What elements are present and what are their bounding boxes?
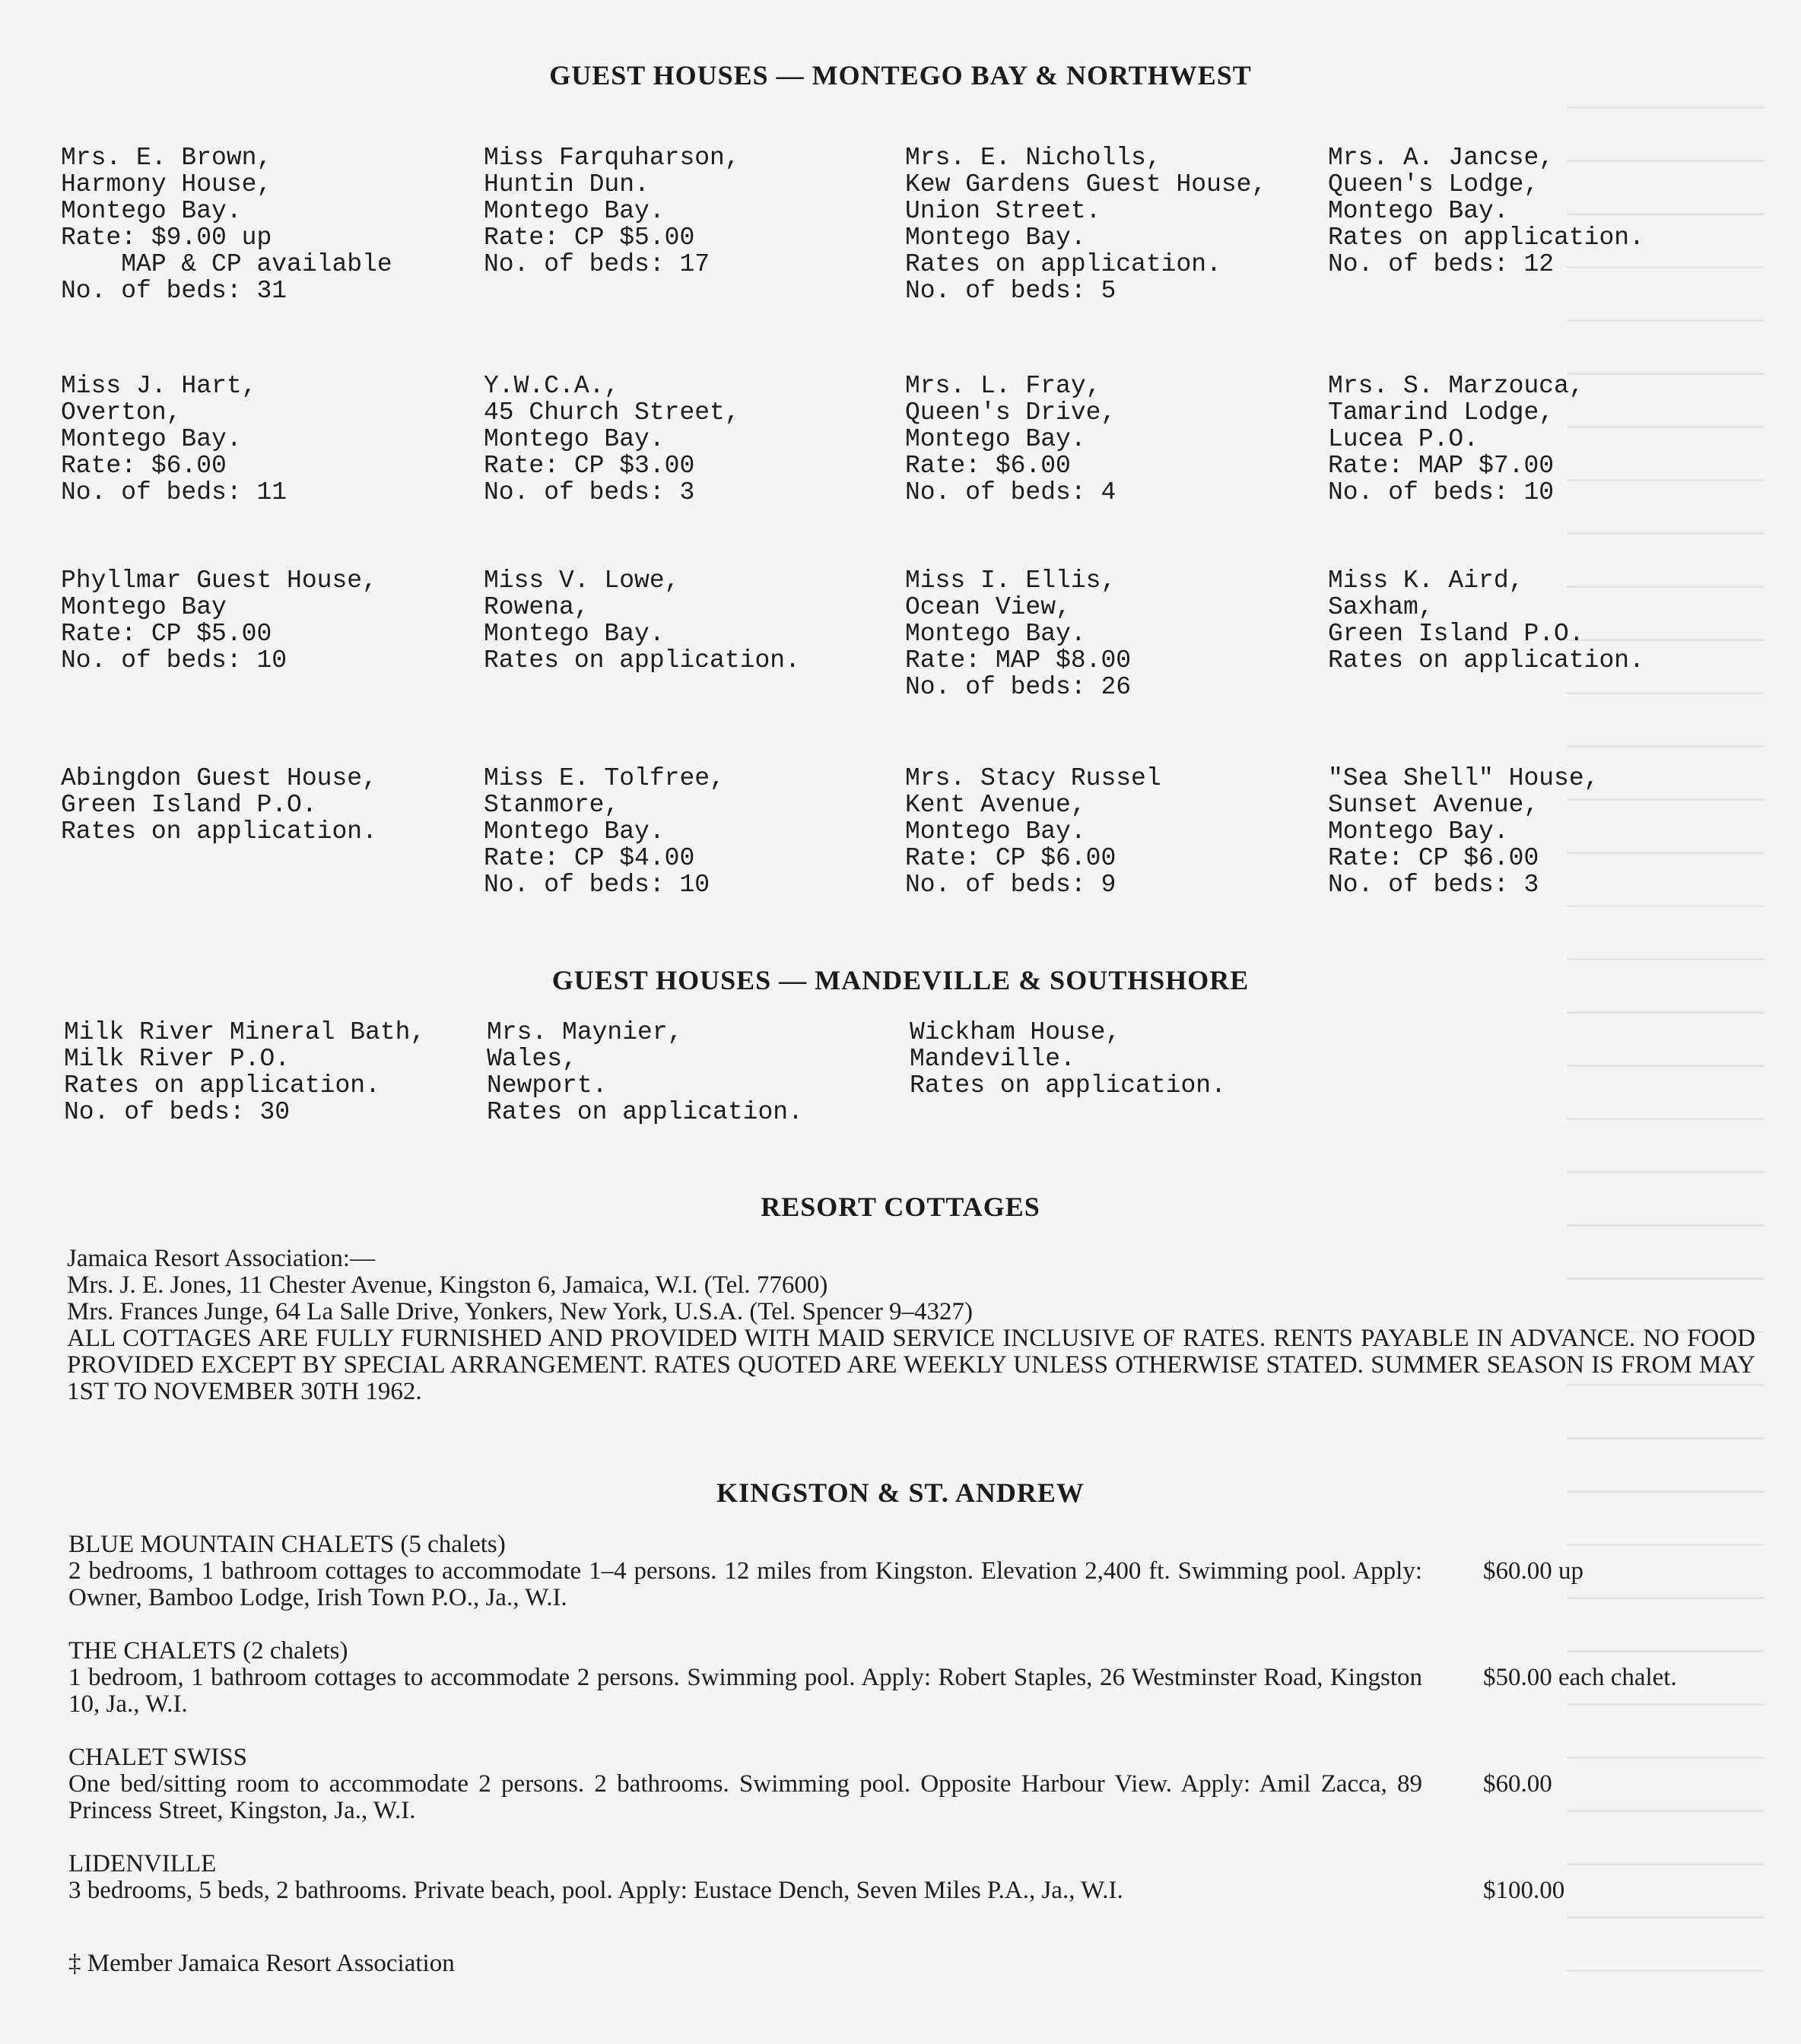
entry-line: No. of beds: 3 [1328,871,1539,899]
entry-line: Milk River P.O. [64,1045,291,1073]
cottage-title: BLUE MOUNTAIN CHALETS (5 chalets) [68,1531,506,1558]
entry-line: Montego Bay. [61,197,242,225]
entry-line: Rate: MAP $7.00 [1328,452,1555,480]
entry-line: Ocean View, [905,593,1071,621]
entry-line: Rate: MAP $8.00 [905,646,1132,674]
guest-house-entry [484,144,740,278]
guest-house-entry [1328,567,1644,674]
entry-line: No. of beds: 3 [484,478,695,506]
cottage-description: One bed/sitting room to accommodate 2 persons. 2 bathrooms. Swimming pool. Opposite Harbour View. Apply: Amil Zacca, 89 Princess Street, Kingston, Ja., W.I. [68,1770,1422,1824]
entry-line: No. of beds: 26 [905,673,1132,701]
entry-line: No. of beds: 5 [905,277,1116,305]
entry-line: Rate: CP $5.00 [484,224,695,252]
entry-line: No. of beds: 10 [1328,478,1555,506]
entry-line: Lucea P.O. [1328,425,1479,453]
entry-line: No. of beds: 17 [484,250,710,278]
entry-line: Rate: CP $6.00 [905,844,1116,872]
entry-line: Miss I. Ellis, [905,567,1116,595]
entry-line: Montego Bay. [484,817,665,846]
entry-line: Mrs. S. Marzouca, [1328,372,1584,400]
entry-line: Miss Farquharson, [484,144,740,172]
entry-line: Miss J. Hart, [61,372,257,400]
entry-line: Abingdon Guest House, [61,764,377,792]
resort-info [67,1246,1755,1405]
entry-line: Miss V. Lowe, [484,567,680,595]
entry-line: Montego Bay. [905,425,1086,453]
resort-notice: ALL COTTAGES ARE FULLY FURNISHED AND PROVIDED WITH MAID SERVICE INCLUSIVE OF RATES. RENTS PAYABLE IN ADVANCE. NO FOOD PROVIDED EXCEPT BY SPECIAL ARRANGEMENT. RATES QUOTED ARE WEEKLY UNLESS OTHERWISE STATED. SUMMER SEASON IS FROM MAY 1ST TO NOVEMBER 30TH 1962. [67,1325,1755,1405]
guest-house-entry [64,1019,425,1125]
entry-line: Montego Bay [61,593,227,621]
entry-line: Kent Avenue, [905,791,1086,819]
cottage-entry [68,1531,1757,1611]
entry-line: Montego Bay. [905,817,1086,846]
cottage-title: CHALET SWISS [68,1744,247,1771]
entry-line: Rates on application. [910,1071,1226,1100]
guest-house-entry [905,373,1116,506]
entry-line: Mrs. E. Brown, [61,144,272,172]
entry-line: No. of beds: 9 [905,871,1116,899]
cottage-entry [68,1638,1757,1718]
entry-line: Miss K. Aird, [1328,567,1524,595]
entry-line: Union Street. [905,197,1101,225]
entry-line: Rate: CP $4.00 [484,844,695,872]
entry-line: Queen's Lodge, [1328,170,1539,198]
entry-line: MAP & CP available [61,250,392,278]
cottage-price: $50.00 each chalet. [1483,1664,1677,1691]
entry-line: Rates on application. [484,646,800,674]
show-through-texture [1567,106,1764,2008]
entry-line: Rowena, [484,593,589,621]
guest-house-entry [484,765,725,898]
heading-mandeville: GUEST HOUSES — MANDEVILLE & SOUTHSHORE [551,965,1250,995]
entry-line: Mrs. Maynier, [487,1018,683,1046]
cottage-entry [68,1851,1757,1904]
entry-line: Mandeville. [910,1045,1075,1073]
entry-line: Montego Bay. [61,425,242,453]
resort-association: Jamaica Resort Association:— [67,1245,376,1272]
entry-line: Rates on application. [1328,224,1644,252]
guest-house-entry [61,765,377,845]
guest-house-entry [1328,144,1644,278]
entry-line: Rate: $6.00 [905,452,1071,480]
entry-line: Montego Bay. [1328,197,1509,225]
entry-line: Montego Bay. [905,620,1086,648]
guest-house-entry [1328,765,1599,898]
entry-line: Rates on application. [64,1071,380,1100]
heading-resort: RESORT COTTAGES [761,1192,1040,1222]
entry-line: Green Island P.O. [1328,620,1584,648]
cottage-entry [68,1744,1757,1824]
entry-line: 45 Church Street, [484,398,740,427]
entry-line: Overton, [61,398,182,427]
guest-house-entry [905,144,1266,304]
guest-house-entry [61,373,287,506]
entry-line: No. of beds: 10 [61,646,287,674]
entry-line: Rates on application. [1328,646,1644,674]
heading-montego: GUEST HOUSES — MONTEGO BAY & NORTHWEST [549,60,1252,90]
cottage-price: $60.00 up [1483,1557,1583,1585]
entry-line: Mrs. A. Jancse, [1328,144,1555,172]
entry-line: Rates on application. [487,1098,803,1126]
guest-house-entry [905,765,1161,898]
entry-line: No. of beds: 11 [61,478,287,506]
entry-line: Wales, [487,1045,577,1073]
heading-kingston: KINGSTON & ST. ANDREW [716,1477,1085,1508]
entry-line: Wickham House, [910,1018,1121,1046]
entry-line: Green Island P.O. [61,791,317,819]
entry-line: No. of beds: 31 [61,277,287,305]
entry-line: No. of beds: 12 [1328,250,1555,278]
entry-line: Milk River Mineral Bath, [64,1018,426,1046]
resort-contact-2: Mrs. Frances Junge, 64 La Salle Drive, Yonkers, New York, U.S.A. (Tel. Spencer 9–4327) [67,1298,974,1325]
resort-contact-1: Mrs. J. E. Jones, 11 Chester Avenue, Kingston 6, Jamaica, W.I. (Tel. 77600) [67,1271,828,1299]
entry-line: Harmony House, [61,170,272,198]
entry-line: Montego Bay. [484,425,665,453]
entry-line: No. of beds: 10 [484,871,710,899]
entry-line: "Sea Shell" House, [1328,764,1599,792]
entry-line: Newport. [487,1071,608,1100]
guest-house-entry [61,144,392,304]
entry-line: Rate: CP $6.00 [1328,844,1539,872]
entry-line: Montego Bay. [484,197,665,225]
cottage-price: $60.00 [1483,1770,1552,1798]
entry-line: Rate: $9.00 up [61,224,272,252]
guest-house-entry [910,1019,1226,1099]
guest-house-entry [61,567,377,674]
entry-line: Queen's Drive, [905,398,1116,427]
entry-line: Huntin Dun. [484,170,650,198]
entry-line: Rates on application. [61,817,377,846]
entry-line: Rate: $6.00 [61,452,227,480]
entry-line: Montego Bay. [905,224,1086,252]
entry-line: Rates on application. [905,250,1221,278]
guest-house-entry [484,567,800,674]
entry-line: Montego Bay. [1328,817,1509,846]
cottage-description: 3 bedrooms, 5 beds, 2 bathrooms. Private beach, pool. Apply: Eustace Dench, Seven Miles P.A., Ja., W.I. [68,1877,1123,1904]
footnote: ‡ Member Jamaica Resort Association [68,1950,455,1977]
guest-house-entry [1328,373,1584,506]
entry-line: Kew Gardens Guest House, [905,170,1267,198]
entry-line: Saxham, [1328,593,1434,621]
entry-line: No. of beds: 4 [905,478,1116,506]
guest-house-entry [905,567,1131,700]
entry-line: Mrs. L. Fray, [905,372,1101,400]
entry-line: Mrs. E. Nicholls, [905,144,1161,172]
cottage-price: $100.00 [1483,1877,1565,1904]
cottage-title: LIDENVILLE [68,1850,217,1877]
cottage-description: 1 bedroom, 1 bathroom cottages to accommodate 2 persons. Swimming pool. Apply: Robert Staples, 26 Westminster Road, Kingston 10, Ja., W.I. [68,1664,1422,1718]
entry-line: Phyllmar Guest House, [61,567,377,595]
entry-line: No. of beds: 30 [64,1098,291,1126]
cottage-description: 2 bedrooms, 1 bathroom cottages to accommodate 1–4 persons. 12 miles from Kingston. Elevation 2,400 ft. Swimming pool. Apply: Owner, Bamboo Lodge, Irish Town P.O., Ja., W.I. [68,1557,1422,1611]
entry-line: Montego Bay. [484,620,665,648]
entry-line: Sunset Avenue, [1328,791,1539,819]
entry-line: Tamarind Lodge, [1328,398,1555,427]
entry-line: Mrs. Stacy Russel [905,764,1161,792]
entry-line: Rate: CP $5.00 [61,620,272,648]
entry-line: Rate: CP $3.00 [484,452,695,480]
cottage-title: THE CHALETS (2 chalets) [68,1637,348,1665]
guest-house-entry [487,1019,803,1125]
entry-line: Miss E. Tolfree, [484,764,725,792]
entry-line: Y.W.C.A., [484,372,620,400]
guest-house-entry [484,373,740,506]
entry-line: Stanmore, [484,791,620,819]
